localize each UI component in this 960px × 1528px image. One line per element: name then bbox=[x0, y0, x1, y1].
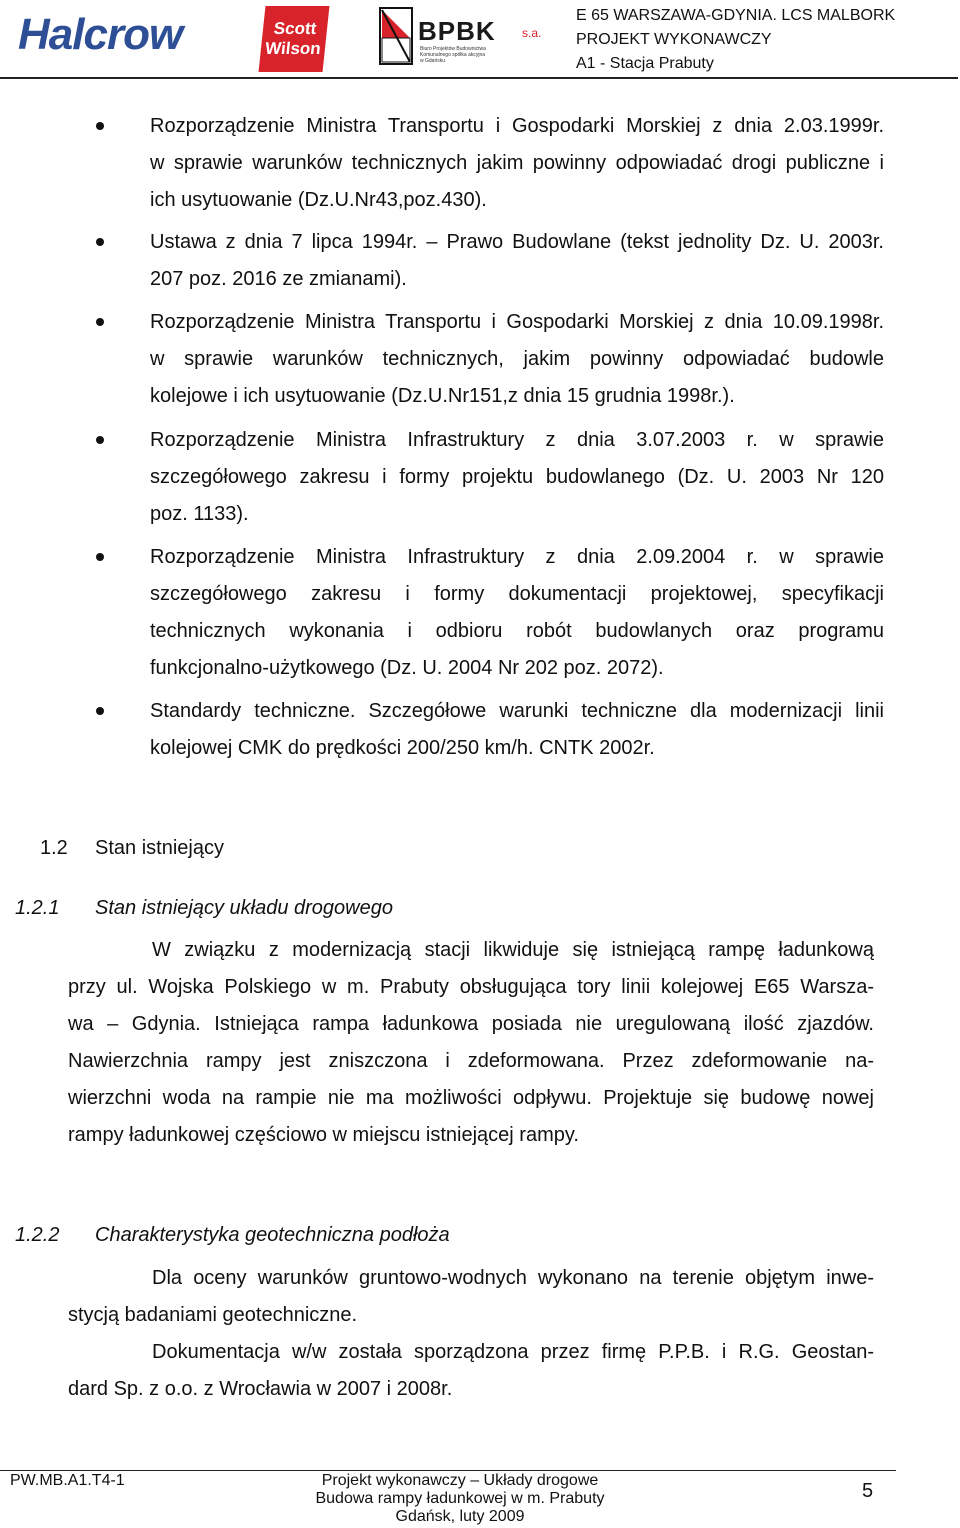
list-item-line: Rozporządzenie Ministra Transportu i Gospodarki Morskiej z dnia 2.03.1999r. bbox=[150, 115, 884, 137]
paragraph-line: W związku z modernizacją stacji likwiduje się istniejącą rampę ładunkową bbox=[152, 939, 874, 961]
paragraph-geotechnical-1 bbox=[68, 1260, 874, 1334]
bpbk-logo-suffix: s.a. bbox=[522, 26, 542, 40]
paragraph-line: stycją badaniami geotechniczne. bbox=[68, 1304, 358, 1326]
bullet-dot bbox=[96, 436, 104, 444]
list-item-line: kolejowej CMK do prędkości 200/250 km/h. CNTK 2002r. bbox=[150, 737, 655, 759]
list-item-line: technicznych wykonania i odbioru robót budowlanych oraz programu bbox=[150, 620, 884, 642]
list-item bbox=[150, 304, 884, 415]
section-title: Stan istniejący bbox=[95, 837, 224, 859]
subsection-title: Charakterystyka geotechniczna podłoża bbox=[95, 1224, 450, 1246]
list-item bbox=[150, 539, 884, 687]
header-project-line-3: A1 - Stacja Prabuty bbox=[576, 55, 714, 72]
list-item-line: w sprawie warunków technicznych, jakim powinny odpowiadać budowle bbox=[150, 348, 884, 370]
paragraph-geotechnical-2 bbox=[68, 1334, 874, 1408]
bullet-dot bbox=[96, 122, 104, 130]
list-item-line: Rozporządzenie Ministra Transportu i Gospodarki Morskiej z dnia 10.09.1998r. bbox=[150, 311, 884, 333]
subsection-number: 1.2.1 bbox=[15, 897, 60, 919]
paragraph-line: Dokumentacja w/w została sporządzona przez firmę P.P.B. i R.G. Geostan- bbox=[152, 1341, 874, 1363]
list-item-line: szczegółowego zakresu i formy dokumentacji projektowej, specyfikacji bbox=[150, 583, 884, 605]
paragraph-line: wierzchni woda na rampie nie ma możliwości odpływu. Projektuje się budowę nowej bbox=[68, 1087, 874, 1109]
paragraph-line: wa – Gdynia. Istniejąca rampa ładunkowa posiada nie uregulowaną ilość zjazdów. bbox=[68, 1013, 874, 1035]
list-item bbox=[150, 224, 884, 298]
list-item-line: Rozporządzenie Ministra Infrastruktury z dnia 2.09.2004 r. w sprawie bbox=[150, 546, 884, 568]
section-number: 1.2 bbox=[40, 837, 68, 859]
subsection-number: 1.2.2 bbox=[15, 1224, 60, 1246]
bullet-dot bbox=[96, 318, 104, 326]
document-code: PW.MB.A1.T4-1 bbox=[10, 1472, 125, 1489]
bullet-dot bbox=[96, 553, 104, 561]
scott-wilson-logo bbox=[259, 6, 330, 72]
wilson-logo-text: Wilson bbox=[264, 39, 322, 58]
footer-line-2: Budowa rampy ładunkowej w m. Prabuty bbox=[315, 1490, 605, 1507]
header-divider bbox=[0, 77, 958, 79]
list-item-line: szczegółowego zakresu i formy projektu budowlanego (Dz. U. 2003 Nr 120 bbox=[150, 466, 884, 488]
paragraph-line: rampy ładunkowej częściowo w miejscu istniejącej rampy. bbox=[68, 1124, 579, 1146]
list-item bbox=[150, 693, 884, 767]
list-item-line: Rozporządzenie Ministra Infrastruktury z dnia 3.07.2003 r. w sprawie bbox=[150, 429, 884, 451]
bpbk-logo-subtitle: Biuro Projektów Budownictwa Komunalnego spółka akcyjna w Gdańsku bbox=[420, 46, 486, 64]
bullet-dot bbox=[96, 238, 104, 246]
list-item-line: Ustawa z dnia 7 lipca 1994r. – Prawo Budowlane (tekst jednolity Dz. U. 2003r. bbox=[150, 231, 884, 253]
paragraph-existing-state bbox=[68, 932, 874, 1154]
footer-line-1: Projekt wykonawczy – Układy drogowe bbox=[321, 1472, 599, 1489]
bpbk-logo bbox=[376, 4, 546, 74]
list-item-line: kolejowe i ich usytuowanie (Dz.U.Nr151,z dnia 15 grudnia 1998r.). bbox=[150, 385, 735, 407]
scott-logo-text: Scott bbox=[272, 19, 318, 38]
subsection-title: Stan istniejący układu drogowego bbox=[95, 897, 393, 919]
list-item-line: Standardy techniczne. Szczegółowe warunki techniczne dla modernizacji linii bbox=[150, 700, 884, 722]
list-item-line: funkcjonalno-użytkowego (Dz. U. 2004 Nr 202 poz. 2072). bbox=[150, 657, 664, 679]
bpbk-emblem-icon bbox=[376, 4, 416, 68]
paragraph-line: Nawierzchnia rampy jest zniszczona i zdeformowana. Przez zdeformowanie na- bbox=[68, 1050, 874, 1072]
footer-line-3: Gdańsk, luty 2009 bbox=[395, 1508, 525, 1525]
header-project-line-2: PROJEKT WYKONAWCZY bbox=[576, 31, 772, 48]
list-item-line: poz. 1133). bbox=[150, 503, 249, 525]
halcrow-logo-text: Halcrow bbox=[18, 10, 183, 59]
page-header bbox=[0, 0, 960, 80]
halcrow-logo bbox=[18, 10, 218, 60]
bpbk-logo-text: BPBK bbox=[418, 16, 496, 46]
list-item-line: ich usytuowanie (Dz.U.Nr43,poz.430). bbox=[150, 189, 487, 211]
bullet-dot bbox=[96, 707, 104, 715]
header-project-line-1: E 65 WARSZAWA-GDYNIA. LCS MALBORK bbox=[576, 7, 896, 24]
footer-info bbox=[270, 1472, 650, 1526]
list-item bbox=[150, 108, 884, 219]
footer-divider bbox=[0, 1470, 896, 1471]
paragraph-line: Dla oceny warunków gruntowo-wodnych wykonano na terenie objętym inwe- bbox=[152, 1267, 874, 1289]
list-item-line: 207 poz. 2016 ze zmianami). bbox=[150, 268, 407, 290]
list-item bbox=[150, 422, 884, 533]
paragraph-line: przy ul. Wojska Polskiego w m. Prabuty obsługująca tory linii kolejowej E65 Warsza- bbox=[68, 976, 874, 998]
paragraph-line: dard Sp. z o.o. z Wrocławia w 2007 i 2008r. bbox=[68, 1378, 453, 1400]
header-project-info bbox=[576, 4, 895, 76]
page-number: 5 bbox=[862, 1480, 874, 1502]
list-item-line: w sprawie warunków technicznych jakim powinny odpowiadać drogi publiczne i bbox=[150, 152, 884, 174]
